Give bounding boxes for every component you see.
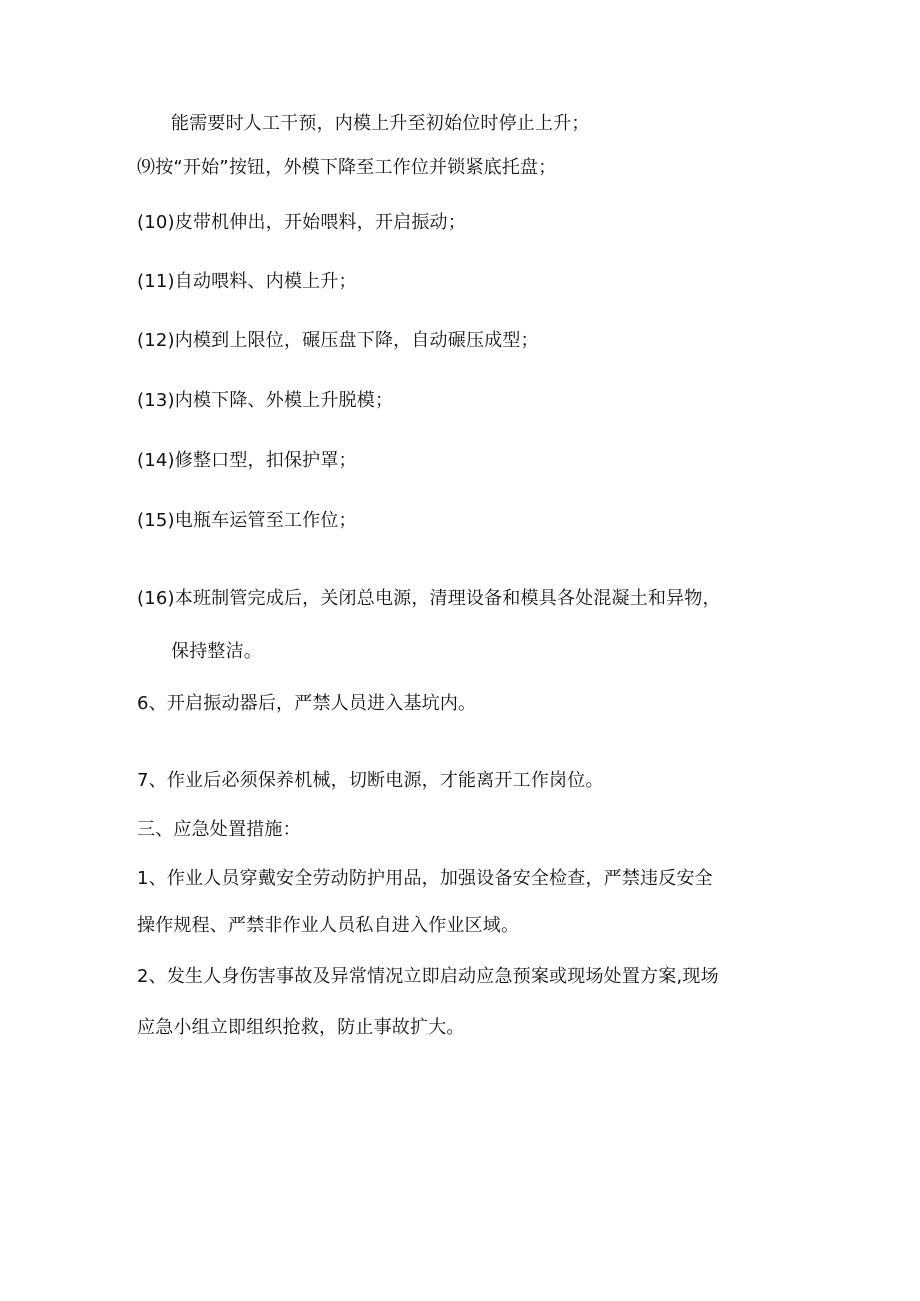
text-line-step-12: (12)内模到上限位，碾压盘下降，自动碾压成型；: [137, 330, 539, 351]
text-line-emergency-2: 2、发生人身伤害事故及异常情况立即启动应急预案或现场处置方案,现场: [137, 966, 719, 987]
text-line-step-9: ⑼按“开始”按钮，外模下降至工作位并锁紧底托盘；: [137, 157, 557, 178]
text-line-continuation-step-8: 能需要时人工干预，内模上升至初始位时停止上升；: [171, 113, 590, 134]
text-line-emergency-2-cont: 应急小组立即组织抢救，防止事故扩大。: [137, 1017, 465, 1038]
text-line-step-11: (11)自动喂料、内模上升；: [137, 271, 357, 292]
text-line-item-7: 7、作业后必须保养机械，切断电源，才能离开工作岗位。: [137, 770, 604, 791]
text-line-emergency-1-cont: 操作规程、严禁非作业人员私自进入作业区域。: [137, 915, 520, 936]
text-line-step-13: (13)内模下降、外模上升脱模；: [137, 390, 394, 411]
text-line-step-16: (16)本班制管完成后，关闭总电源，清理设备和模具各处混凝土和异物，: [137, 588, 721, 609]
section-heading-emergency: 三、应急处置措施：: [137, 819, 301, 840]
text-line-continuation-step-16: 保持整洁。: [171, 641, 262, 662]
text-line-emergency-1: 1、作业人员穿戴安全劳动防护用品，加强设备安全检查，严禁违反安全: [137, 868, 713, 889]
text-line-step-14: (14)修整口型，扣保护罩；: [137, 450, 357, 471]
text-line-step-15: (15)电瓶车运管至工作位；: [137, 510, 357, 531]
text-line-item-6: 6、开启振动器后，严禁人员进入基坑内。: [137, 693, 477, 714]
text-line-step-10: (10)皮带机伸出，开始喂料，开启振动；: [137, 212, 466, 233]
